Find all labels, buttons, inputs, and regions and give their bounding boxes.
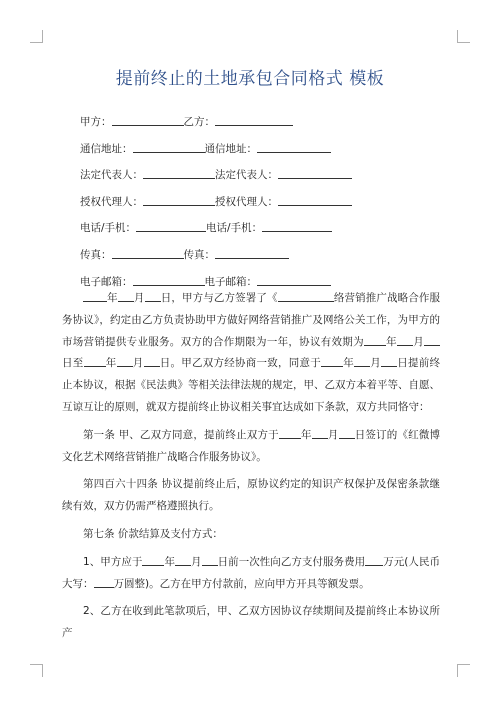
text-span: 络营销推广战略合作服务协议》，约定由乙方负责协助甲方做好网络营销推广及网络公关工作，为甲方的市场营销提供专业服务。双方的合作期限为一年，协议有效期为 [62,292,441,348]
field-blank[interactable] [136,219,206,232]
text-span: 第一条 甲、乙双方同意，提前终止双方于 [83,428,279,441]
date-blank[interactable] [84,354,106,367]
text-span: 月 [370,357,381,370]
text-span: 年 [300,428,312,441]
field-blank[interactable] [112,246,184,259]
field-row-party [80,112,352,139]
text-span: 日签订的《红微博文化艺术网络营销推广战略合作服务协议》。 [62,428,441,463]
date-blank[interactable] [321,354,343,367]
text-span: 年 [105,357,117,370]
field-label-phone-b: 电话/手机： [206,222,263,235]
field-blank[interactable] [143,193,215,206]
field-blank[interactable] [143,166,215,179]
text-span: 万元(人民币大写： [62,555,441,590]
text-span: 日，甲方与乙方签署了《 [160,292,278,304]
paragraph-article-1 [62,425,440,469]
field-row-phone [80,218,352,245]
field-label-agent-a: 授权代理人： [80,195,143,208]
text-span: 日提前终止本协议，根据《民法典》等相关法律法规的规定，甲、乙双方本着平等、自愿、互谅互让的原则，就双方提前终止协议相关事宜达成如下条款，双方共同恪守： [62,357,440,413]
field-label-phone-a: 电话/手机： [80,222,137,235]
date-blank[interactable] [424,333,440,346]
text-span: 万圆整)。乙方在甲方付款前，应向甲方开具等额发票。 [113,577,370,590]
field-label-fax-a: 传真： [80,248,112,261]
field-blank[interactable] [133,140,205,153]
field-label-address-a: 通信地址： [80,142,133,155]
field-row-agent [80,192,352,219]
date-blank[interactable] [397,333,413,346]
paragraph-article-464: 第四百六十四条 协议提前终止后，原协议约定的知识产权保护及保密条款继续有效，双方仍需严格遵照执行。 [62,478,440,513]
field-row-address [80,139,352,166]
field-label-legal-rep-a: 法定代表人： [80,169,143,182]
text-span: 年 [164,555,175,568]
amount-blank[interactable] [94,575,114,588]
field-blank[interactable] [278,193,352,206]
page-corner-mark-top-left [30,30,43,43]
field-label-fax-b: 传真： [183,248,215,261]
field-blank[interactable] [112,113,184,126]
paragraph-article-7: 第七条 价款结算及支付方式： [83,527,223,540]
page-corner-mark-bottom-right [457,664,470,677]
text-span: 月 [327,428,339,441]
text-span: 1、甲方应于 [83,555,143,568]
date-blank[interactable] [118,289,134,302]
field-blank[interactable] [215,113,293,126]
date-blank[interactable] [202,553,218,566]
field-blank[interactable] [262,219,332,232]
field-label-party-a: 甲方： [80,116,112,128]
text-span: 月 [191,555,202,568]
contract-body [62,288,440,651]
page-corner-mark-top-right [457,30,470,43]
paragraph-clause-1 [62,552,440,596]
text-span: 月 [133,292,145,304]
text-span: 日前一次性向乙方支付服务费用 [217,555,366,568]
document-title: 提前终止的土地承包合同格式 模板 [115,69,385,89]
text-span: 日至 [62,357,84,370]
field-blank[interactable] [257,140,331,153]
date-blank[interactable] [145,289,161,302]
amount-blank[interactable] [365,553,383,566]
page-corner-mark-bottom-left [30,664,43,677]
text-span: 年 [385,335,397,348]
field-label-agent-b: 授权代理人： [215,195,278,208]
text-span: 月 [412,335,424,348]
field-row-fax [80,245,352,272]
field-label-address-b: 通信地址： [204,142,257,155]
paragraph-clause-2: 2、乙方在收到此笔款项后，甲、乙双方因协议存续期间及提前终止本协议所产 [62,605,440,640]
field-label-email-a: 电子邮箱： [80,275,133,288]
name-blank[interactable] [278,289,334,302]
field-blank[interactable] [257,273,331,286]
date-blank[interactable] [312,426,328,439]
field-label-legal-rep-b: 法定代表人： [215,169,278,182]
field-label-email-b: 电子邮箱： [204,275,257,288]
field-blank[interactable] [215,246,289,259]
date-blank[interactable] [175,553,191,566]
date-blank[interactable] [339,426,355,439]
text-span: 年 [343,357,354,370]
date-blank[interactable] [83,289,107,302]
field-label-party-b: 乙方： [183,116,215,128]
party-info-fields [80,112,352,298]
text-span: 年 [107,292,118,304]
date-blank[interactable] [354,354,370,367]
date-blank[interactable] [117,354,133,367]
text-span: 月 [132,357,144,370]
date-blank[interactable] [279,426,301,439]
text-span: 日。甲乙双方经协商一致，同意于 [159,357,321,370]
date-blank[interactable] [364,333,386,346]
field-blank[interactable] [278,166,352,179]
field-blank[interactable] [133,273,205,286]
date-blank[interactable] [142,553,164,566]
date-blank[interactable] [381,354,397,367]
paragraph-preamble [62,288,440,419]
field-row-legal-rep [80,165,352,192]
date-blank[interactable] [144,354,160,367]
